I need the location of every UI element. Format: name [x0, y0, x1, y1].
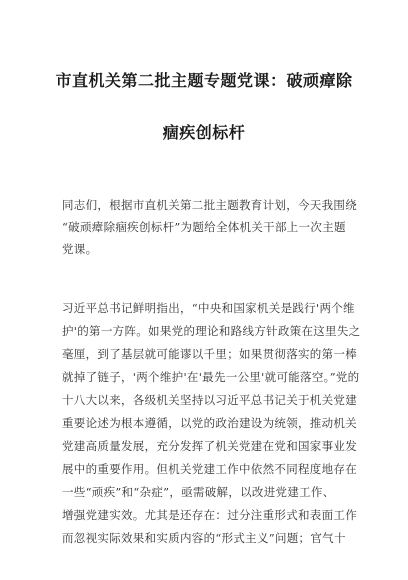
document-title-line-1: 市直机关第二批主题专题党课：破顽瘴除: [55, 71, 353, 90]
paragraph-2-line: 党建高质量发展，充分发挥了机关党建在党和国家事业发: [62, 439, 357, 453]
paragraph-2-line: 展中的重要作用。但机关党建工作中依然不同程度地存在: [62, 462, 357, 476]
paragraph-2-line: 一些“顽疾”和“杂症”，亟需破解，以改进党建工作、: [62, 485, 335, 499]
paragraph-1-line: 党课。: [62, 242, 98, 256]
paragraph-2-line: 重要论述为根本遵循，以党的政治建设为统领，推动机关: [62, 416, 357, 430]
paragraph-2-line: 习近平总书记鲜明指出，“中央和国家机关是践行'两个维: [62, 301, 355, 315]
paragraph-2-line: 十八大以来，各级机关坚持以习近平总书记关于机关党建: [62, 393, 357, 407]
paragraph-2-line: 毫厘，到了基层就可能谬以千里；如果贯彻落实的第一棒: [62, 347, 357, 361]
paragraph-1-line: “破顽瘴除痼疾创标杆”为题给全体机关干部上一次主题: [62, 220, 346, 234]
paragraph-2-line: 就掉了链子，'两个维护'在'最先一公里'就可能落空。”党的: [62, 370, 360, 384]
document-title-line-2: 痼疾创标杆: [162, 123, 246, 142]
paragraph-1-line: 同志们，根据市直机关第二批主题教育计划，今天我围绕: [62, 198, 357, 212]
paragraph-2-line: 而忽视实际效果和实质内容的“形式主义”问题；官气十: [62, 531, 346, 545]
paragraph-2-line: 护'的第一方阵。如果党的理论和路线方针政策在这里失之: [62, 324, 361, 338]
paragraph-2-line: 增强党建实效。尤其是还存在：过分注重形式和表面工作: [62, 508, 357, 522]
